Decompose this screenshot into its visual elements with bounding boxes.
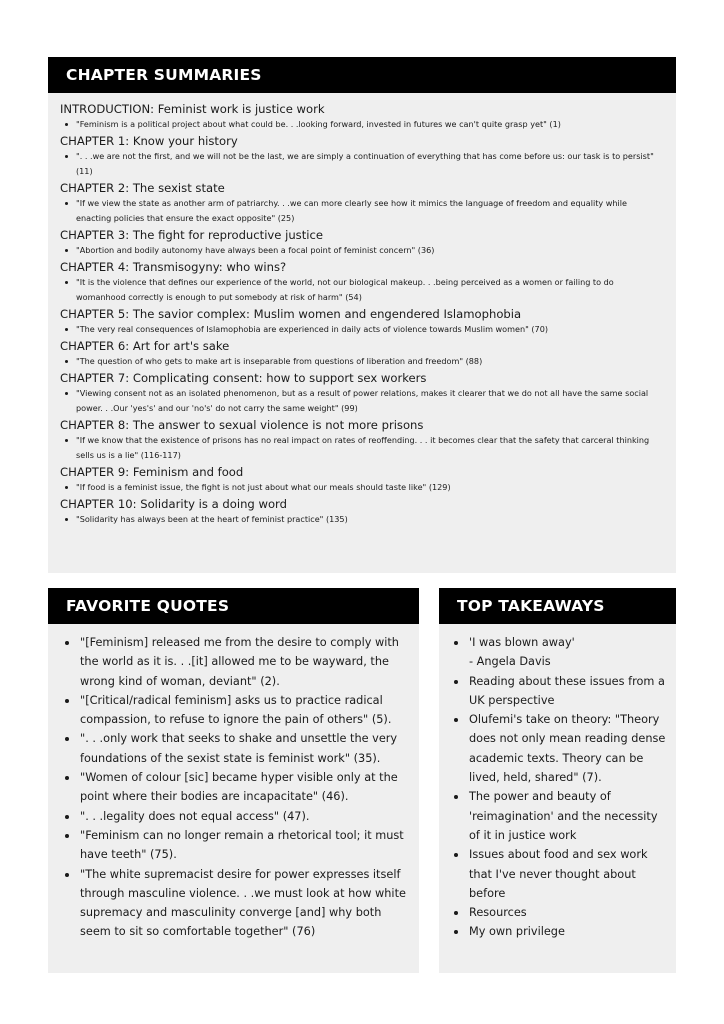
chapter-title: CHAPTER 4: Transmisogyny: who wins? xyxy=(60,260,287,274)
chapter-quote: "Solidarity has always been at the heart of feminist practice" (135) xyxy=(60,512,664,527)
chapter-quote: "The question of who gets to make art is inseparable from questions of liberation and freedom" (88) xyxy=(60,354,664,369)
list-item: The power and beauty of 'reimagination' and the necessity of it in justice work xyxy=(451,787,670,845)
chapter-quote: "If we view the state as another arm of patriarchy. . .we can more clearly see how it mimics the language of freedom and equality while enacting policies that ensure the exact opposite" (25) xyxy=(60,196,664,226)
list-item: 'I was blown away' xyxy=(451,633,670,652)
list-item: "Women of colour [sic] became hyper visible only at the point where their bodies are incapacitate" (46). xyxy=(62,768,407,807)
chapter-quote: "If food is a feminist issue, the fight is not just about what our meals should taste like" (129) xyxy=(60,480,664,495)
list-item: Issues about food and sex work that I've never thought about before xyxy=(451,845,670,903)
list-item: Olufemi's take on theory: "Theory does not only mean reading dense academic texts. Theory can be lived, held, shared" (7). xyxy=(451,710,670,787)
chapter-title: CHAPTER 9: Feminism and food xyxy=(60,465,244,479)
chapter-quote: "Feminism is a political project about what could be. . .looking forward, invested in futures we can't quite grasp yet" (1) xyxy=(60,117,664,132)
chapter-title: CHAPTER 1: Know your history xyxy=(60,134,238,148)
chapter-quote: "If we know that the existence of prisons has no real impact on rates of reoffending. . . it becomes clear that the safety that carceral thinking sells us is a lie" (116-117) xyxy=(60,433,664,463)
list-item: ". . .legality does not equal access" (47). xyxy=(62,807,407,826)
chapter-summaries-heading: CHAPTER SUMMARIES xyxy=(48,57,676,93)
chapter-quote: "Viewing consent not as an isolated phenomenon, but as a result of power relations, makes it clearer that we do not all have the same social power. . .Our 'yes's' and our 'no's' do not carry the same weight" (99) xyxy=(60,386,664,416)
favorite-quotes-panel xyxy=(48,588,419,973)
list-item: ". . .only work that seeks to shake and unsettle the very foundations of the sexist state is feminist work" (35). xyxy=(62,729,407,768)
list-item: "[Critical/radical feminism] asks us to practice radical compassion, to refuse to ignore the pain of others" (5). xyxy=(62,691,407,730)
list-item: "Feminism can no longer remain a rhetorical tool; it must have teeth" (75). xyxy=(62,826,407,865)
list-item: "The white supremacist desire for power expresses itself through masculine violence. . .we must look at how white supremacy and masculinity converge [and] why both seem to sit so comfortable together" (76) xyxy=(62,865,407,942)
chapter-title: CHAPTER 8: The answer to sexual violence is not more prisons xyxy=(60,418,424,432)
chapter-title: CHAPTER 6: Art for art's sake xyxy=(60,339,230,353)
list-item: Resources xyxy=(451,903,670,922)
favorite-quotes-heading: FAVORITE QUOTES xyxy=(48,588,419,624)
list-item: "[Feminism] released me from the desire to comply with the world as it is. . .[it] allowed me to be wayward, the wrong kind of woman, deviant" (2). xyxy=(62,633,407,691)
top-takeaways-heading: TOP TAKEAWAYS xyxy=(439,588,676,624)
favorite-quotes-list xyxy=(48,624,419,942)
chapter-list xyxy=(48,93,676,527)
chapter-title: CHAPTER 7: Complicating consent: how to support sex workers xyxy=(60,371,427,385)
chapter-title: INTRODUCTION: Feminist work is justice work xyxy=(60,102,325,116)
top-takeaways-panel xyxy=(439,588,676,973)
list-item: My own privilege xyxy=(451,922,670,941)
chapter-quote: "The very real consequences of Islamophobia are experienced in daily acts of violence towards Muslim women" (70) xyxy=(60,322,664,337)
chapter-quote: "Abortion and bodily autonomy have always been a focal point of feminist concern" (36) xyxy=(60,243,664,258)
chapter-quote: ". . .we are not the first, and we will not be the last, we are simply a continuation of everything that has come before us: our task is to persist" (11) xyxy=(60,149,664,179)
quote-attribution: - Angela Davis xyxy=(469,655,551,669)
chapter-quote: "It is the violence that defines our experience of the world, not our biological makeup. . .being perceived as a women or failing to do womanhood correctly is enough to put somebody at risk of harm" (54) xyxy=(60,275,664,305)
top-takeaways-list xyxy=(439,624,676,942)
chapter-title: CHAPTER 2: The sexist state xyxy=(60,181,225,195)
chapter-title: CHAPTER 10: Solidarity is a doing word xyxy=(60,497,287,511)
chapter-title: CHAPTER 5: The savior complex: Muslim women and engendered Islamophobia xyxy=(60,307,522,321)
chapter-summaries-panel xyxy=(48,57,676,573)
list-item: Reading about these issues from a UK perspective xyxy=(451,672,670,711)
chapter-title: CHAPTER 3: The fight for reproductive justice xyxy=(60,228,323,242)
